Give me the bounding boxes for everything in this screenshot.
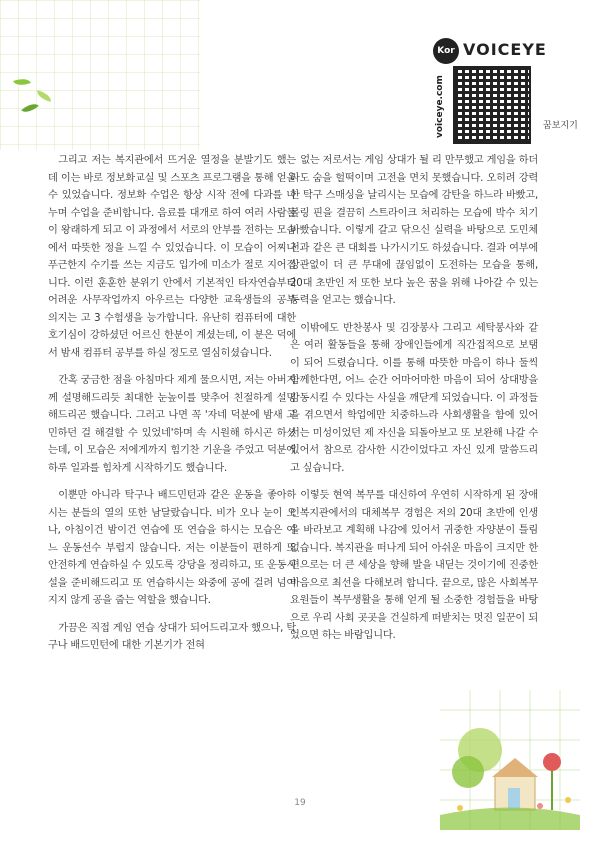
voiceye-logo: Kor bbox=[433, 38, 459, 64]
voiceye-url: voiceye.com bbox=[435, 75, 445, 139]
paragraph: 없는 저로서는 게임 상대가 될 리 만무했고 게임을 하더라도 숨을 헐떡이며 고전을 면치 못했습니다. 오히려 강력한 탁구 스매싱을 날리시는 모습에 감탄을 하느라 바빴고, 볼링 핀을 결끔히 스트라이크 처리하는 모습에 박수 치기 바빴습니다. 이렇게 갈고 닦으신 실력을 바탕으로 도민체전과 같은 큰 대회를 나가시기도 하셨습니다. 결과 여부에 상관없이 더 큰 무대에 끊임없이 도전하는 모습을 통해, 20대 초반인 저 또한 보다 높은 꿈을 위해 나아갈 수 있는 동력을 얻고는 했습니다. bbox=[290, 155, 538, 306]
paragraph: 간혹 궁금한 점을 아침마다 제게 물으시면, 저는 아버지께 설명해드리듯 최대한 눈높이를 맞추어 친절하게 설명해드리곤 했습니다. 그러고 나면 꼭 '자네 덕분에 밤새 고민하던 걸 해결할 수 있었네'하며 속 시원해 하시곤 하셨는데, 이 모습은 저에게까지 힘기찬 기운을 주었고 덕분에 하루 일과를 힘차게 시작하기도 했습니다. bbox=[48, 375, 296, 474]
paragraph: 이뿐만 아니라 탁구나 배드민턴과 같은 운동을 좋아하시는 분들의 열의 또한 남달랐습니다. 비가 오나 눈이 오나, 아침이건 밤이건 연습에 또 연습을 하시는 모습은 여느 운동선수 부럽지 않습니다. 저는 이분들이 편하게 또 안전하게 연습하실 수 있도록 강당을 정리하고, 또 운동시설을 준비해드리고 또 연습하시는 와중에 공에 걸려 넘어지지 않게 공을 줍는 역할을 했습니다. bbox=[48, 490, 296, 606]
paragraph: 이렇듯 현역 복무를 대신하여 우연히 시작하게 된 장애인복지관에서의 대체복무 경험은 저의 20대 초반에 인생을 바라보고 계획해 나감에 있어서 귀중한 자양분이 틀림없습니다. 복지관을 떠나게 되어 아쉬운 마음이 크지만 한편으로는 더 큰 세상을 향해 발을 내딛는 것이기에 진중한 마음으로 최선을 다해보려 합니다. 끝으로, 많은 사회복무요원들이 복무생활을 통해 얻게 될 소중한 경험들을 바탕으로 우리 사회 곳곳을 건실하게 떠받치는 멋진 일꾼이 되었으면 하는 바람입니다. bbox=[290, 490, 538, 641]
paragraph: 가끔은 직접 게임 연습 상대가 되어드리고자 했으나, 탁구나 배드민턴에 대한 기본기가 전혀 bbox=[48, 622, 296, 651]
voiceye-code-block bbox=[433, 38, 583, 148]
voiceye-caption: 꿈보지기 bbox=[543, 121, 578, 131]
right-column bbox=[290, 152, 538, 655]
left-column bbox=[48, 152, 296, 665]
voiceye-brand: VOICEYE bbox=[463, 40, 547, 59]
corner-grid-decoration bbox=[0, 0, 200, 150]
paragraph: 그리고 저는 복지관에서 뜨거운 열정을 분발기도 했는데 이는 바로 정보화교실 및 스포츠 프로그램을 통해 얻을 수 있었습니다. 정보화 수업은 항상 시작 전에 다과를 나누며 수업을 준비합니다. 음료를 대개로 하여 여러 사람들이 왕래하게 되고 이 과정에서 서로의 안부를 전하는 모습에서 따뜻한 정을 느낄 수 있었습니다. 이 모습이 어찌나 푸근한지 수기를 쓰는 지금도 입가에 미소가 절로 지어집니다. 이런 훈훈한 분위기 안에서 기본적인 타자연습부터 어려운 사무작업까지 아우르는 다양한 교육생들의 공부 의지는 고 3 수험생을 능가합니다. 유난히 컴퓨터에 대한 호기심이 강하셨던 어르신 한분이 계셨는데, 이 분은 덕에서 밤새 컴퓨터 공부를 하실 정도로 열심히셨습니다. bbox=[48, 155, 296, 359]
page-number: 19 bbox=[294, 798, 306, 808]
qr-code-icon[interactable] bbox=[453, 66, 531, 144]
paragraph: 이밖에도 반찬봉사 및 김장봉사 그리고 세탁봉사와 같은 여러 활동들을 통해 장애인들에게 직간접적으로 보탬이 되어 드렸습니다. 이를 통해 따뜻한 마음이 하나 둘씩 함께한다면, 어느 순간 어마어마한 마음이 되어 상대방을 감동시킬 수 있다는 사실을 깨닫게 되었습니다. 이 과정들을 겪으면서 학업에만 치중하느라 사회생활을 함에 있어서는 미성이었던 제 자신을 되돌아보고 또 보완해 나갈 수 있어서 참으로 감사한 시간이었다고 자신 있게 말씀드리고 싶습니다. bbox=[290, 322, 538, 474]
